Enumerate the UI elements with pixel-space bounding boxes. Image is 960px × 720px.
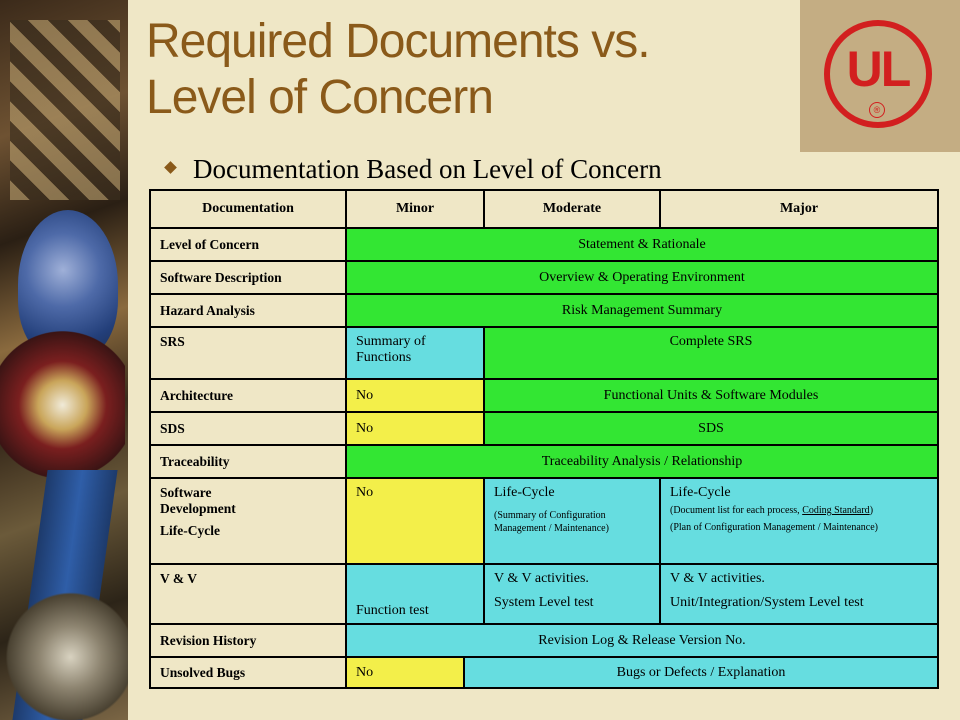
row-label: Revision History (150, 624, 346, 657)
row-label-line: Software (160, 485, 212, 500)
cell-all-levels: Revision Log & Release Version No. (346, 624, 938, 657)
diamond-bullet-icon (164, 161, 177, 174)
cell-moderate-major: Complete SRS (484, 327, 938, 379)
cell-all-levels: Traceability Analysis / Relationship (346, 445, 938, 478)
cell-minor: No (346, 657, 464, 688)
row-label: V & V (150, 564, 346, 624)
table-row (150, 379, 938, 412)
row-label: Level of Concern (150, 228, 346, 261)
cell-all-levels: Overview & Operating Environment (346, 261, 938, 294)
documents-table (149, 189, 939, 689)
table-header-row (150, 190, 938, 228)
cell-moderate-major: Bugs or Defects / Explanation (464, 657, 938, 688)
row-label: SRS (150, 327, 346, 379)
cell-minor: Summary of Functions (346, 327, 484, 379)
table-row (150, 228, 938, 261)
title-line-1: Required Documents vs. (146, 15, 650, 68)
ul-logo-ring (824, 20, 932, 128)
decorative-pattern (10, 20, 120, 200)
row-label: SDS (150, 412, 346, 445)
row-label: Architecture (150, 379, 346, 412)
cell-major (660, 564, 938, 624)
table-row (150, 624, 938, 657)
cell-moderate-major: Functional Units & Software Modules (484, 379, 938, 412)
decorative-medal-image (0, 0, 128, 720)
bullet-point (166, 154, 662, 185)
slide-title (146, 14, 786, 126)
row-label: Traceability (150, 445, 346, 478)
row-label-line: Life-Cycle (160, 523, 220, 538)
header-major: Major (660, 190, 938, 228)
table-row (150, 294, 938, 327)
row-label: Unsolved Bugs (150, 657, 346, 688)
table-row (150, 327, 938, 379)
coding-standard-link: Coding Standard (802, 505, 870, 516)
medal-cross (0, 330, 125, 480)
cell-moderate-major: SDS (484, 412, 938, 445)
title-line-2: Level of Concern (146, 71, 493, 124)
row-label-line: Development (160, 501, 236, 516)
header-moderate: Moderate (484, 190, 660, 228)
row-label (150, 478, 346, 564)
table-row (150, 657, 938, 688)
row-label: Software Description (150, 261, 346, 294)
cell-major (660, 478, 938, 564)
cell-note: (Plan of Configuration Management / Maintenance) (670, 522, 878, 533)
cell-note: (Summary of Configuration Management / Maintenance) (494, 510, 609, 534)
cell-moderate (484, 478, 660, 564)
cell-minor: No (346, 412, 484, 445)
cell-all-levels: Statement & Rationale (346, 228, 938, 261)
note-text: ) (869, 505, 874, 516)
cell-moderate (484, 564, 660, 624)
bullet-text: Documentation Based on Level of Concern (193, 154, 662, 184)
cell-all-levels: Risk Management Summary (346, 294, 938, 327)
table-row (150, 261, 938, 294)
cell-line: V & V activities. (670, 571, 765, 586)
header-documentation: Documentation (150, 190, 346, 228)
row-label: Hazard Analysis (150, 294, 346, 327)
cell-minor: No (346, 478, 484, 564)
note-text: (Document list for each process, (670, 505, 803, 516)
header-minor: Minor (346, 190, 484, 228)
registered-mark: ® (869, 102, 885, 118)
cell-line: System Level test (494, 595, 594, 610)
cell-line: Unit/Integration/System Level test (670, 595, 864, 610)
cell-heading: Life-Cycle (670, 485, 731, 500)
cell-minor: No (346, 379, 484, 412)
table-row (150, 564, 938, 624)
table-row (150, 445, 938, 478)
table-row (150, 412, 938, 445)
cell-note (670, 504, 937, 517)
table-row (150, 478, 938, 564)
cell-minor: Function test (346, 564, 484, 624)
cell-heading: Life-Cycle (494, 485, 555, 500)
compass-image (0, 580, 128, 720)
cell-line: V & V activities. (494, 571, 589, 586)
ul-logo (800, 0, 960, 152)
ul-logo-text: UL (846, 41, 910, 97)
